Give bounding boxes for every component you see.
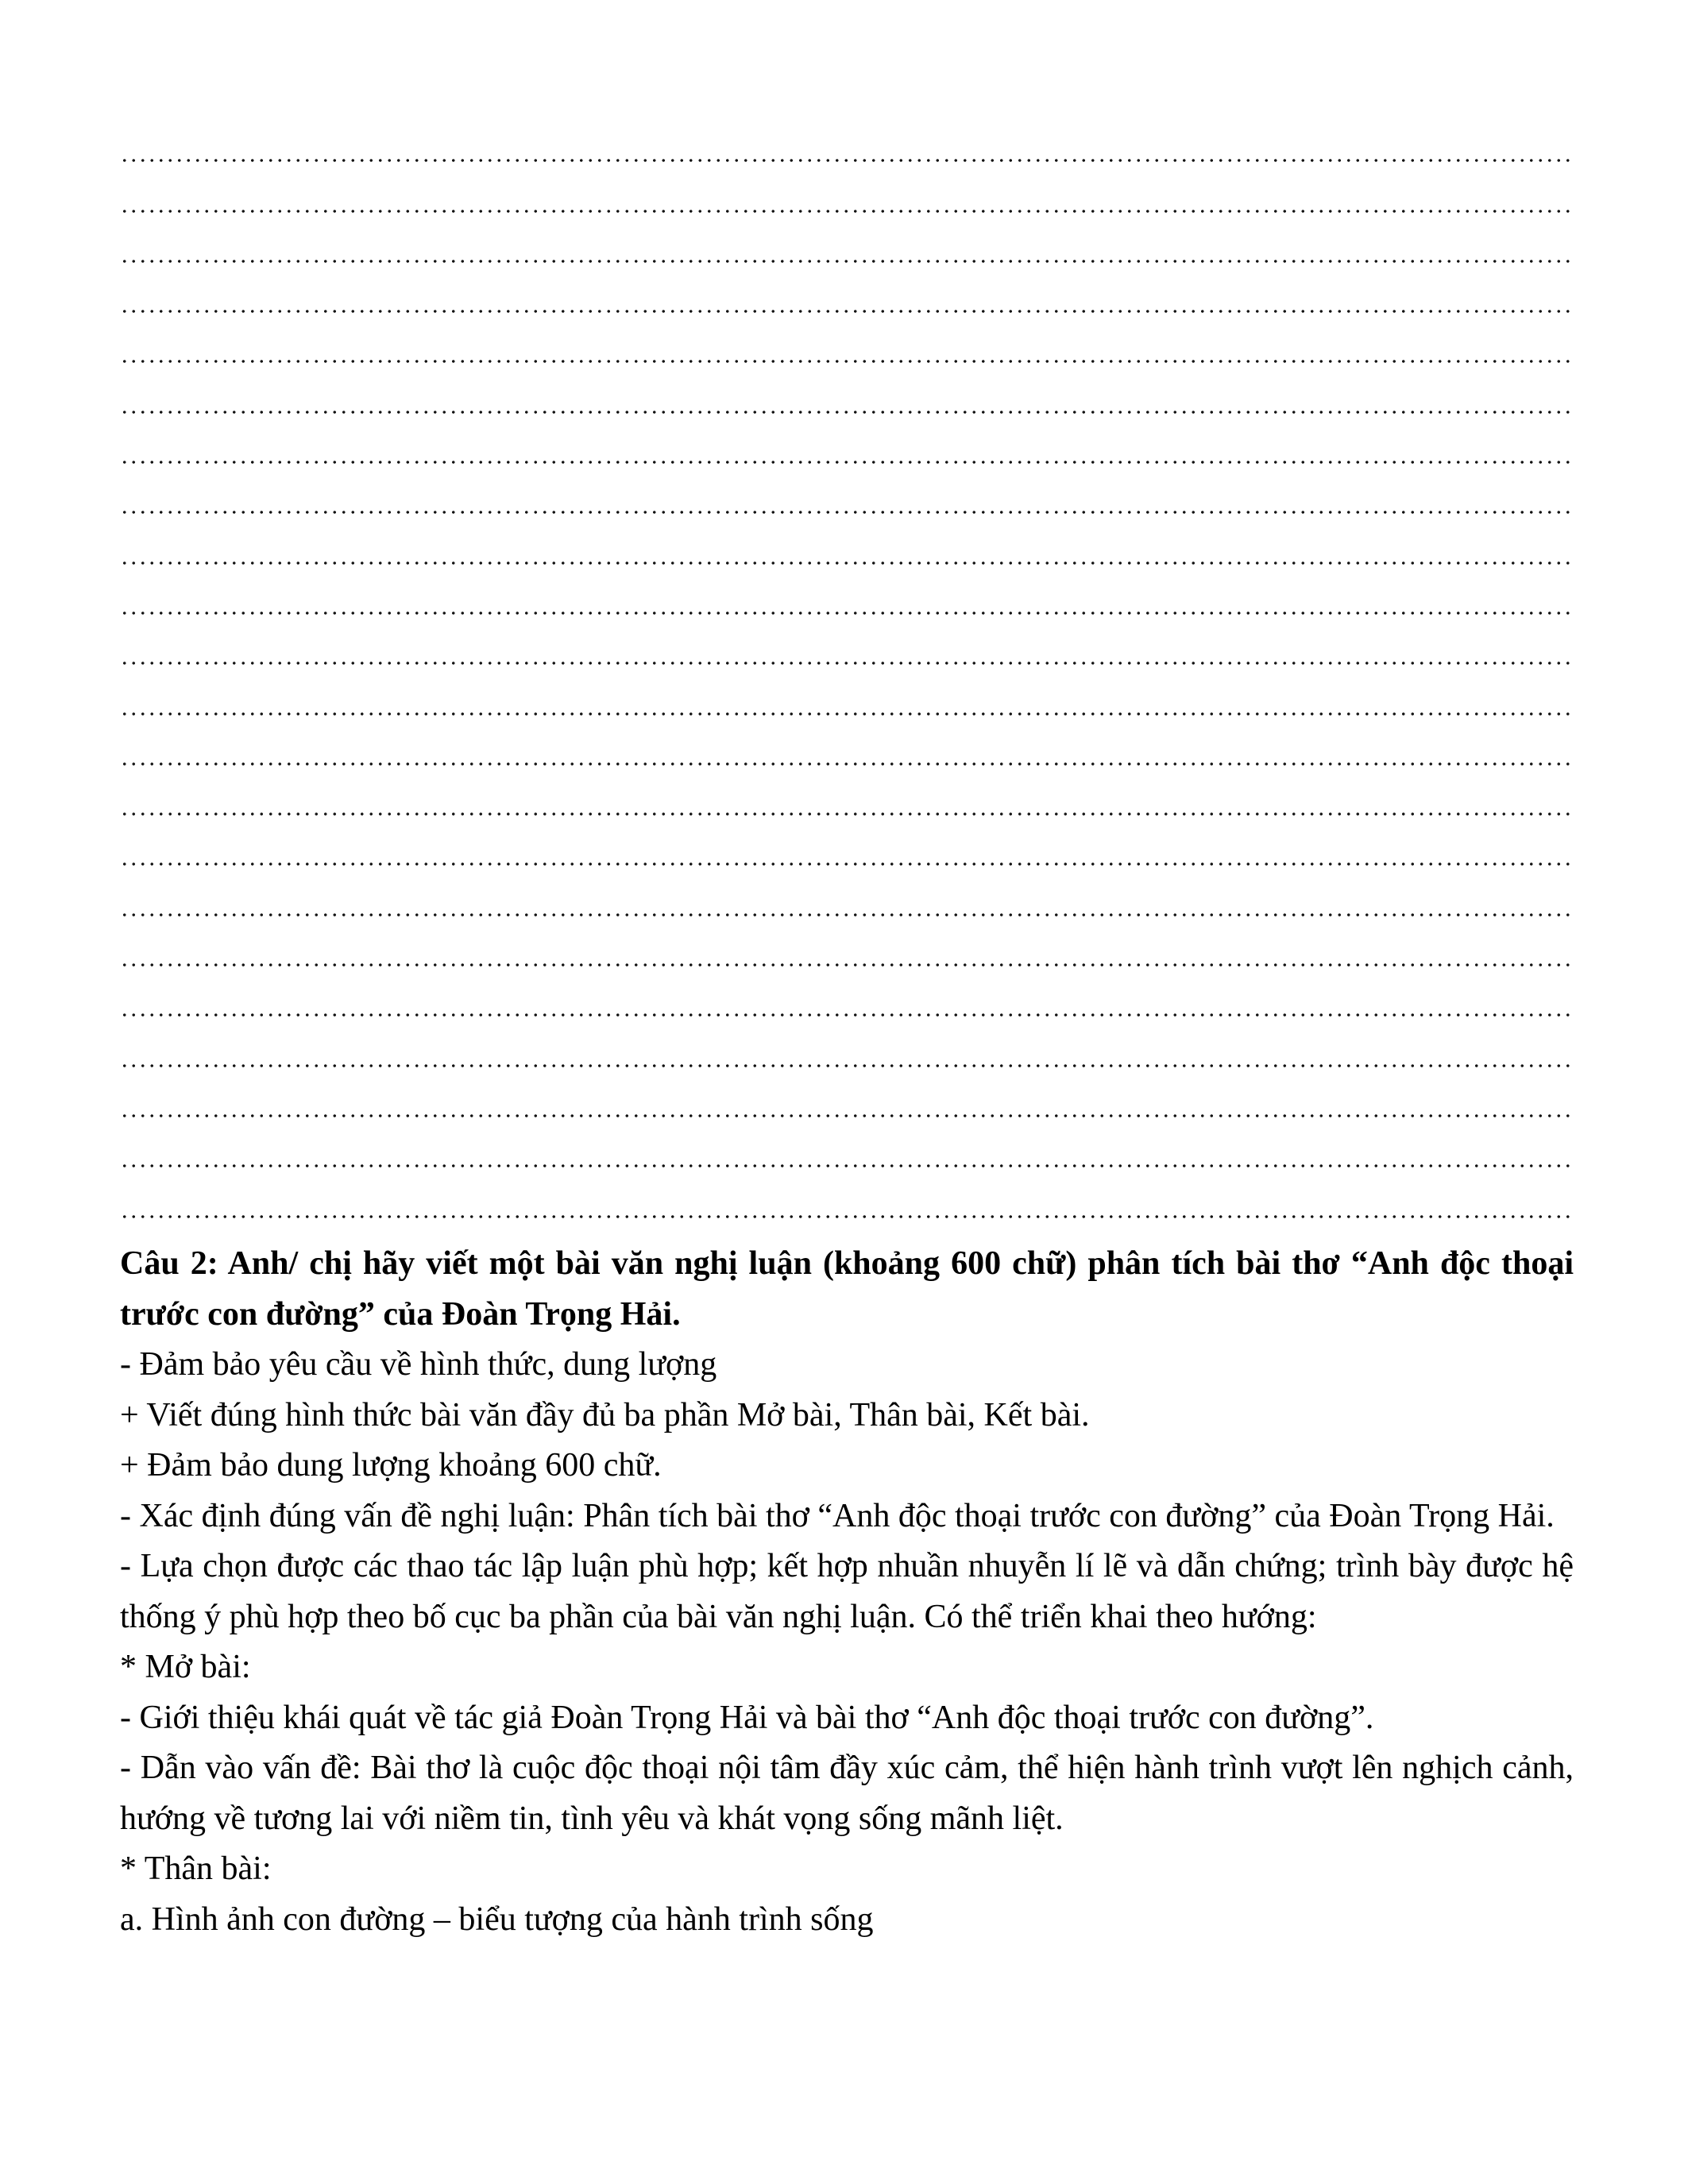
dotted-answer-line xyxy=(120,270,1574,320)
intro-point-author: - Giới thiệu khái quát về tác giả Đoàn Trọng Hải và bài thơ “Anh độc thoại trước con đường”. xyxy=(120,1699,1374,1736)
dotted-answer-line xyxy=(120,471,1574,521)
dotted-answer-line xyxy=(120,1075,1574,1125)
dotted-answer-line xyxy=(120,773,1574,823)
dotted-answer-line xyxy=(120,924,1574,974)
dotted-answer-line xyxy=(120,974,1574,1024)
dotted-answer-line xyxy=(120,572,1574,622)
dotted-answer-line xyxy=(120,1175,1574,1225)
dotted-answer-line xyxy=(120,672,1574,722)
body-heading: * Thân bài: xyxy=(120,1850,272,1887)
dotted-answer-line xyxy=(120,220,1574,270)
dotted-answer-line xyxy=(120,169,1574,219)
dotted-answer-line xyxy=(120,119,1574,169)
requirement-topic: - Xác định đúng vấn đề nghị luận: Phân tích bài thơ “Anh độc thoại trước con đường” của Đoàn Trọng Hải. xyxy=(120,1497,1555,1534)
dotted-answer-line xyxy=(120,622,1574,672)
question-section xyxy=(120,1239,1574,1945)
requirement-length: + Đảm bảo dung lượng khoảng 600 chữ. xyxy=(120,1447,662,1484)
answer-lines xyxy=(120,119,1574,1225)
dotted-answer-line xyxy=(120,320,1574,370)
requirement-argument: - Lựa chọn được các thao tác lập luận phù hợp; kết hợp nhuần nhuyễn lí lẽ và dẫn chứng; trình bày được hệ thống ý phù hợp theo bố cục ba phần của bài văn nghị luận. Có thể triển khai theo hướng: xyxy=(120,1548,1574,1635)
dotted-answer-line xyxy=(120,1024,1574,1074)
requirement-form: - Đảm bảo yêu cầu về hình thức, dung lượng xyxy=(120,1346,717,1383)
dotted-answer-line xyxy=(120,823,1574,873)
dotted-answer-line xyxy=(120,370,1574,420)
body-section-a: a. Hình ảnh con đường – biểu tượng của hành trình sống xyxy=(120,1900,874,1938)
question-title: Câu 2: Anh/ chị hãy viết một bài văn nghị luận (khoảng 600 chữ) phân tích bài thơ “Anh độc thoại trước con đường” của Đoàn Trọng Hải. xyxy=(120,1245,1574,1333)
intro-heading: * Mở bài: xyxy=(120,1649,251,1685)
dotted-answer-line xyxy=(120,873,1574,923)
dotted-answer-line xyxy=(120,521,1574,571)
requirement-structure: + Viết đúng hình thức bài văn đầy đủ ba phần Mở bài, Thân bài, Kết bài. xyxy=(120,1396,1090,1433)
intro-point-lead-in: - Dẫn vào vấn đề: Bài thơ là cuộc độc thoại nội tâm đầy xúc cảm, thể hiện hành trình vượt lên nghịch cảnh, hướng về tương lai với niềm tin, tình yêu và khát vọng sống mãnh liệt. xyxy=(120,1750,1574,1837)
dotted-answer-line xyxy=(120,421,1574,471)
dotted-answer-line xyxy=(120,723,1574,773)
dotted-answer-line xyxy=(120,1125,1574,1175)
